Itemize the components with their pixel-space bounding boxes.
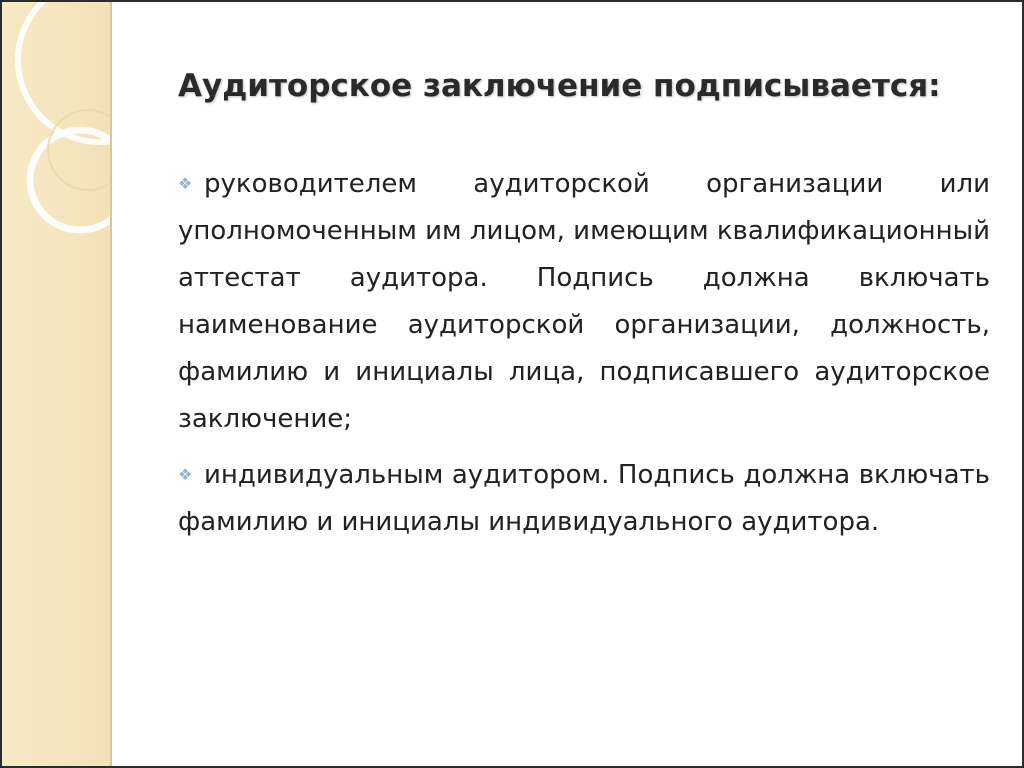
- list-item: [178, 160, 990, 443]
- list-item: [178, 451, 990, 546]
- bullet-text: индивидуальным аудитором. Подпись должна включать фамилию и инициалы индивидуального аудитора.: [178, 460, 990, 537]
- diamond-bullet-icon: ❖: [178, 174, 193, 193]
- bullet-text: руководителем аудиторской организации или уполномоченным им лицом, имеющим квалификационный аттестат аудитора. Подпись должна включать наименование аудиторской организации, должность, фамилию и инициалы лица, подписавшего аудиторское заключение;: [178, 169, 990, 434]
- decorative-side-panel: [0, 0, 112, 768]
- slide-content: [178, 68, 990, 554]
- slide-title: Аудиторское заключение подписывается:: [178, 68, 941, 104]
- decorative-circles-icon: [0, 0, 112, 768]
- diamond-bullet-icon: ❖: [178, 465, 193, 484]
- bullet-list: [178, 160, 990, 546]
